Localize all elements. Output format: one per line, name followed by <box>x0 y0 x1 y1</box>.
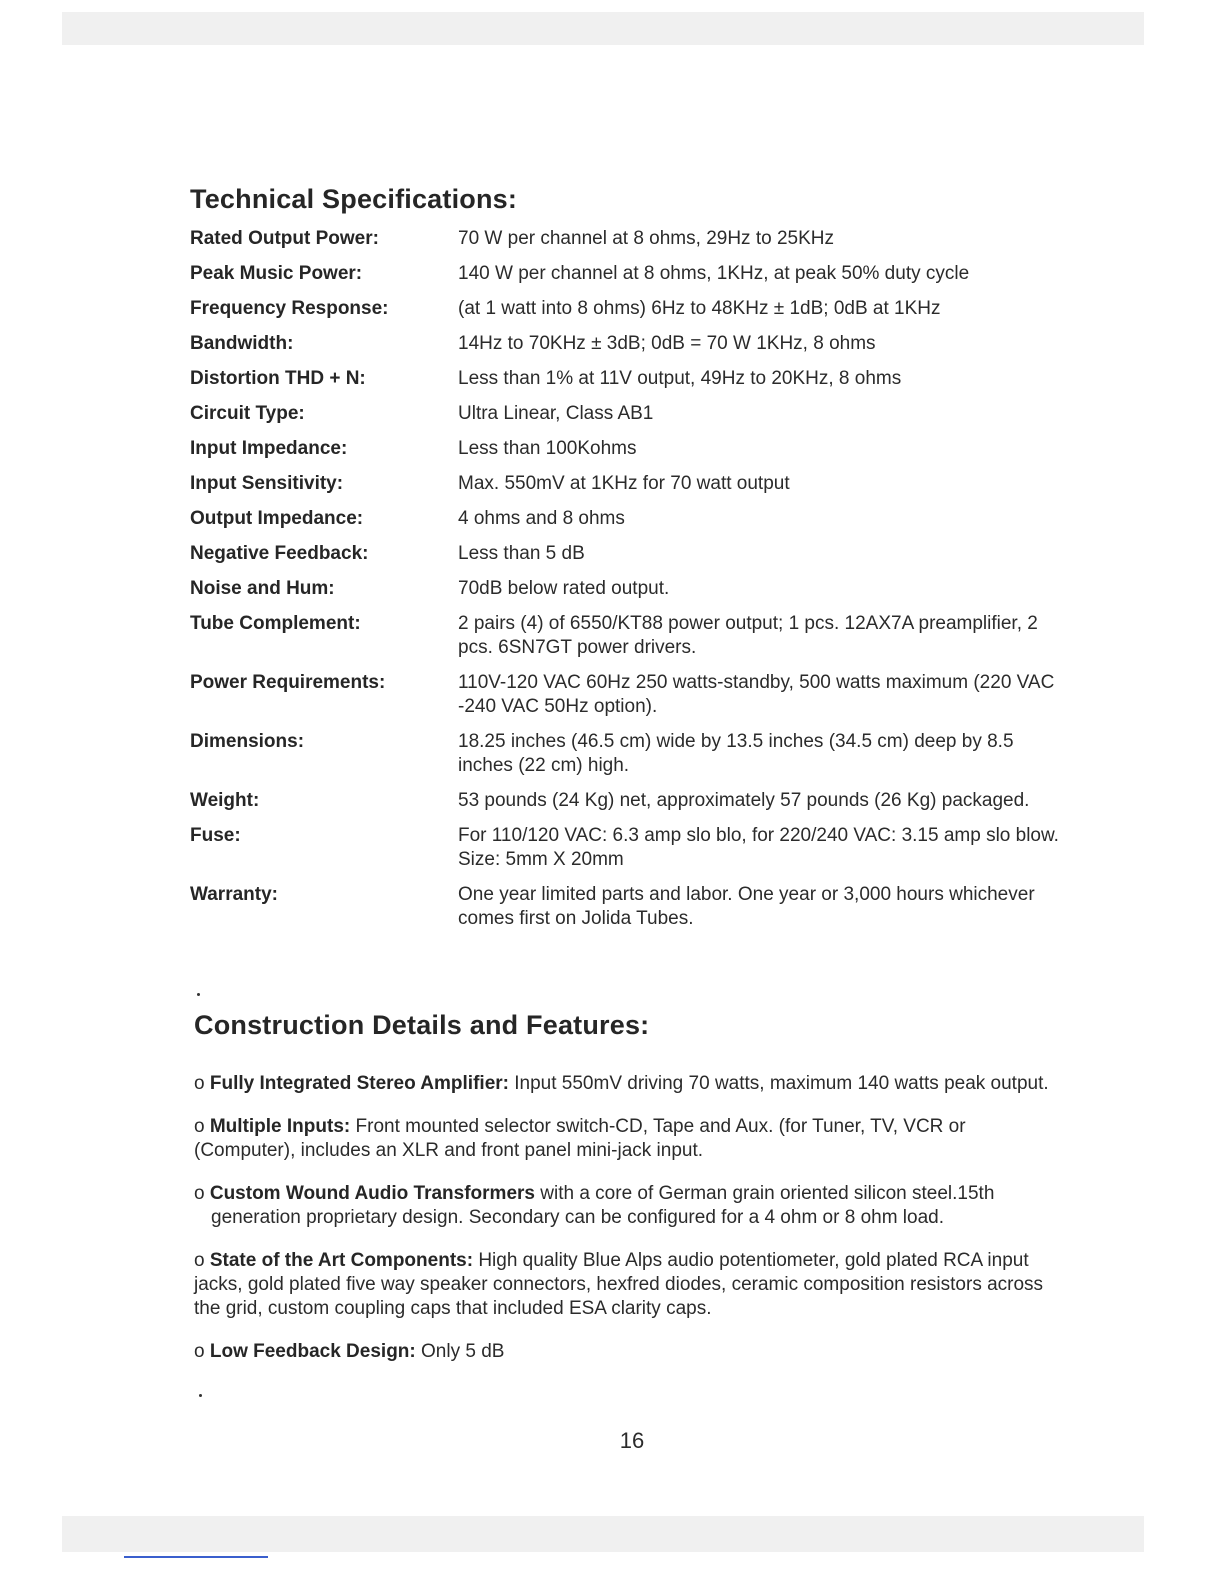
spec-value: Max. 550mV at 1KHz for 70 watt output <box>458 473 790 494</box>
feature-text: High quality Blue Alps audio potentiometer, gold plated RCA input jacks, gold plated five way speaker connectors, hexfred diodes, ceramic composition resistors across the grid, custom coupling caps that included ESA clarity caps. <box>194 1250 1044 1319</box>
technical-specifications-title: Technical Specifications: <box>190 184 518 214</box>
spec-value: Less than 1% at 11V output, 49Hz to 20KHz, 8 ohms <box>458 368 902 389</box>
spec-row <box>190 507 1070 531</box>
spec-label: Distortion THD + N: <box>190 368 366 389</box>
spec-row <box>190 262 1070 286</box>
spec-label: Frequency Response: <box>190 298 389 319</box>
feature-heading: State of the Art Components: <box>209 1250 474 1271</box>
feature-heading: Multiple Inputs: <box>209 1116 351 1137</box>
spec-value: For 110/120 VAC: 6.3 amp slo blo, for 220/240 VAC: 3.15 amp slo blow. Size: 5mm X 20mm <box>458 825 1059 870</box>
page-number: 16 <box>619 1428 645 1453</box>
spec-label: Bandwidth: <box>190 333 294 354</box>
construction-details-title: Construction Details and Features: <box>194 1010 650 1040</box>
spec-row <box>190 671 1070 719</box>
spec-row <box>190 472 1070 496</box>
spec-row <box>190 542 1070 566</box>
spec-row <box>190 612 1070 660</box>
spec-value: Less than 100Kohms <box>458 438 637 459</box>
spec-row <box>190 367 1070 391</box>
spec-label: Negative Feedback: <box>190 543 369 564</box>
spec-value: Less than 5 dB <box>458 543 585 564</box>
stray-mark <box>199 1394 202 1397</box>
spec-value: 70dB below rated output. <box>458 578 670 599</box>
feature-text: Input 550mV driving 70 watts, maximum 140 watts peak output. <box>514 1073 1049 1094</box>
spec-value: 70 W per channel at 8 ohms, 29Hz to 25KHz <box>458 228 834 249</box>
spec-label: Weight: <box>190 790 260 811</box>
spec-label: Tube Complement: <box>190 613 361 634</box>
feature-item <box>194 1249 1066 1321</box>
bullet-mark: o <box>194 1116 205 1137</box>
spec-row <box>190 402 1070 426</box>
spec-row <box>190 577 1070 601</box>
spec-row <box>190 332 1070 356</box>
spec-label: Rated Output Power: <box>190 228 379 249</box>
spec-row <box>190 297 1070 321</box>
feature-text: Only 5 dB <box>421 1341 505 1362</box>
spec-value: 140 W per channel at 8 ohms, 1KHz, at peak 50% duty cycle <box>458 263 970 284</box>
scan-margin-bottom <box>62 1516 1144 1552</box>
feature-heading: Custom Wound Audio Transformers <box>209 1183 535 1204</box>
feature-item <box>194 1115 1066 1163</box>
spec-value: 110V-120 VAC 60Hz 250 watts-standby, 500 watts maximum (220 VAC -240 VAC 50Hz option). <box>458 672 1055 717</box>
feature-item <box>194 1340 1066 1364</box>
spec-label: Peak Music Power: <box>190 263 363 284</box>
spec-label: Warranty: <box>190 884 278 905</box>
spec-value: Ultra Linear, Class AB1 <box>458 403 654 424</box>
bullet-mark: o <box>194 1341 205 1362</box>
feature-heading: Low Feedback Design: <box>209 1341 416 1362</box>
features-list <box>194 1053 1066 1375</box>
bullet-mark: o <box>194 1073 205 1094</box>
spec-label: Fuse: <box>190 825 241 846</box>
scan-margin-top <box>62 12 1144 45</box>
spec-row <box>190 824 1070 872</box>
spec-label: Circuit Type: <box>190 403 305 424</box>
stray-mark <box>197 993 200 996</box>
spec-value: 14Hz to 70KHz ± 3dB; 0dB = 70 W 1KHz, 8 ohms <box>458 333 876 354</box>
spec-value: (at 1 watt into 8 ohms) 6Hz to 48KHz ± 1dB; 0dB at 1KHz <box>458 298 941 319</box>
spec-value: 18.25 inches (46.5 cm) wide by 13.5 inches (34.5 cm) deep by 8.5 inches (22 cm) high. <box>458 731 1014 776</box>
spec-row <box>190 227 1070 251</box>
spec-label: Output Impedance: <box>190 508 364 529</box>
feature-heading: Fully Integrated Stereo Amplifier: <box>209 1073 509 1094</box>
specifications-table <box>190 227 1070 942</box>
feature-text: Front mounted selector switch-CD, Tape and Aux. (for Tuner, TV, VCR or (Computer), includes an XLR and front panel mini-jack input. <box>194 1116 966 1161</box>
spec-row <box>190 730 1070 778</box>
feature-item <box>194 1182 1066 1230</box>
spec-row <box>190 883 1070 931</box>
spec-row <box>190 789 1070 813</box>
bullet-mark: o <box>194 1250 205 1271</box>
spec-value: 2 pairs (4) of 6550/KT88 power output; 1 pcs. 12AX7A preamplifier, 2 pcs. 6SN7GT power drivers. <box>458 613 1038 658</box>
spec-value: 4 ohms and 8 ohms <box>458 508 625 529</box>
spec-row <box>190 437 1070 461</box>
spec-label: Input Impedance: <box>190 438 348 459</box>
spec-label: Power Requirements: <box>190 672 386 693</box>
spec-value: One year limited parts and labor. One year or 3,000 hours whichever comes first on Jolida Tubes. <box>458 884 1035 929</box>
spec-label: Input Sensitivity: <box>190 473 344 494</box>
feature-item <box>194 1072 1066 1096</box>
spec-value: 53 pounds (24 Kg) net, approximately 57 pounds (26 Kg) packaged. <box>458 790 1030 811</box>
bullet-mark: o <box>194 1183 205 1204</box>
spec-label: Noise and Hum: <box>190 578 335 599</box>
footer-rule <box>124 1556 268 1558</box>
spec-label: Dimensions: <box>190 731 305 752</box>
feature-text: with a core of German grain oriented silicon steel.15th generation proprietary design. Secondary can be configured for a 4 ohm or 8 ohm load. <box>211 1183 995 1228</box>
